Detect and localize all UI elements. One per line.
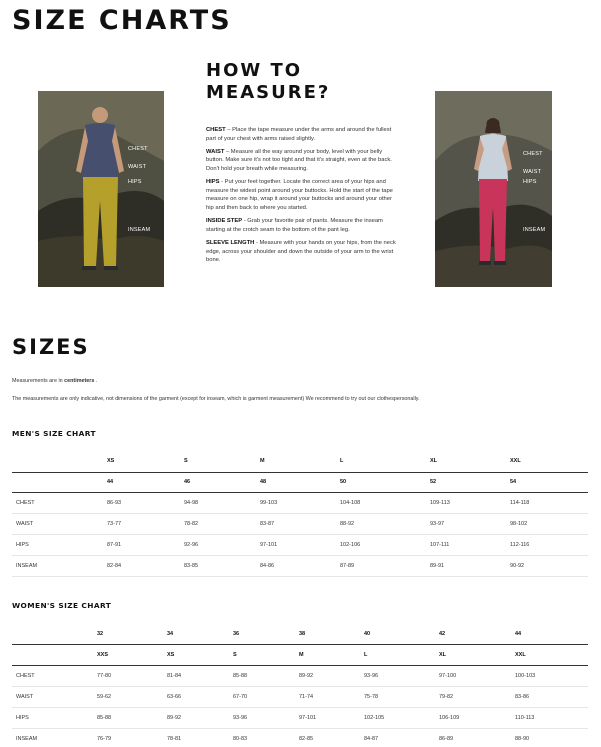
man-chest-label: CHEST	[128, 146, 148, 152]
woman-hips-label: HIPS	[523, 179, 537, 185]
value-cell: 106-109	[435, 707, 511, 728]
value-cell: 84-87	[360, 728, 435, 747]
man-hips-label: HIPS	[128, 179, 142, 185]
table-row	[12, 492, 588, 513]
mens-chart-title: MEN'S SIZE CHART	[12, 429, 96, 438]
size-cell: XL	[435, 644, 511, 665]
woman-inseam-label: INSEAM	[523, 227, 546, 233]
man-measurement-photo	[38, 91, 164, 287]
value-cell: 110-113	[511, 707, 588, 728]
value-cell: 102-105	[360, 707, 435, 728]
value-cell: 94-98	[180, 492, 256, 513]
measure-instructions	[206, 126, 396, 269]
value-cell: 76-79	[93, 728, 163, 747]
value-cell: 83-86	[511, 686, 588, 707]
instruction-inside-step: INSIDE STEP - Grab your favorite pair of pants. Measure the inseam starting at the crotch seam to the bottom of the pant leg.	[206, 218, 383, 233]
value-cell: 87-91	[103, 534, 180, 555]
value-cell: 97-101	[295, 707, 360, 728]
size-cell: 38	[299, 630, 306, 637]
value-cell: 63-66	[163, 686, 229, 707]
value-cell: 97-101	[256, 534, 336, 555]
value-cell: 89-92	[163, 707, 229, 728]
value-cell: 71-74	[295, 686, 360, 707]
disclaimer-note: The measurements are only indicative, not dimensions of the garment (except for inseam, which is garment measurement) We recommend to try out our clothespersonally.	[12, 396, 420, 402]
size-cell: 34	[167, 630, 174, 637]
size-cell: XL	[430, 457, 438, 464]
value-cell: 88-92	[336, 513, 426, 534]
size-cell: 32	[97, 630, 104, 637]
value-cell: 88-90	[511, 728, 588, 747]
value-cell: 112-116	[506, 534, 588, 555]
size-cell: 54	[506, 472, 588, 492]
value-cell: 86-93	[103, 492, 180, 513]
value-cell: 99-103	[256, 492, 336, 513]
instruction-waist: WAIST – Measure all the way around your body, level with your belly button. Make sure it's not too tight and that it's straight, even at the back. Don't hold your breath while measuring.	[206, 148, 392, 172]
size-cell: 44	[103, 472, 180, 492]
row-label: CHEST	[12, 492, 103, 513]
value-cell: 100-103	[511, 665, 588, 686]
mens-letter-size-row	[12, 450, 588, 472]
value-cell: 83-87	[256, 513, 336, 534]
value-cell: 89-91	[426, 555, 506, 576]
size-cell: 44	[515, 630, 522, 637]
size-cell: 36	[233, 630, 240, 637]
row-label: INSEAM	[12, 555, 103, 576]
value-cell: 114-118	[506, 492, 588, 513]
value-cell: 87-89	[336, 555, 426, 576]
size-cell: 50	[336, 472, 426, 492]
size-cell: S	[184, 457, 188, 464]
value-cell: 98-102	[506, 513, 588, 534]
instruction-sleeve-length: SLEEVE LENGTH - Measure with your hands on your hips, from the neck edge, across your shoulder and down the outside of your arm to the wrist bone.	[206, 239, 396, 264]
row-label: HIPS	[12, 534, 103, 555]
size-cell: 40	[364, 630, 371, 637]
size-cell: XXL	[510, 457, 521, 464]
page-title: SIZE CHARTS	[12, 5, 232, 36]
size-cell: XS	[163, 644, 229, 665]
size-cell: L	[340, 457, 344, 464]
value-cell: 77-80	[93, 665, 163, 686]
table-row	[12, 513, 588, 534]
woman-measurement-photo	[435, 91, 552, 287]
size-cell: 52	[426, 472, 506, 492]
value-cell: 104-108	[336, 492, 426, 513]
value-cell: 97-100	[435, 665, 511, 686]
woman-photo-illustration	[435, 91, 552, 287]
table-row	[12, 534, 588, 555]
value-cell: 83-85	[180, 555, 256, 576]
value-cell: 85-88	[93, 707, 163, 728]
value-cell: 102-106	[336, 534, 426, 555]
size-cell: XXS	[93, 644, 163, 665]
row-label: INSEAM	[12, 728, 93, 747]
table-row	[12, 686, 588, 707]
row-label: HIPS	[12, 707, 93, 728]
size-cell: S	[229, 644, 295, 665]
row-label: WAIST	[12, 513, 103, 534]
value-cell: 85-88	[229, 665, 295, 686]
womens-size-table	[12, 624, 588, 747]
womens-chart-title: WOMEN'S SIZE CHART	[12, 601, 112, 610]
woman-chest-label: CHEST	[523, 151, 543, 157]
value-cell: 90-92	[506, 555, 588, 576]
size-cell: XS	[107, 457, 115, 464]
row-label: WAIST	[12, 686, 93, 707]
how-to-measure-title: HOW TO MEASURE?	[206, 60, 331, 103]
value-cell: 59-62	[93, 686, 163, 707]
man-photo-illustration	[38, 91, 164, 287]
value-cell: 82-85	[295, 728, 360, 747]
value-cell: 73-77	[103, 513, 180, 534]
value-cell: 89-92	[295, 665, 360, 686]
value-cell: 78-81	[163, 728, 229, 747]
size-cell: M	[260, 457, 265, 464]
value-cell: 82-84	[103, 555, 180, 576]
value-cell: 93-97	[426, 513, 506, 534]
womens-letter-size-row	[12, 644, 588, 665]
sizes-title: SIZES	[12, 335, 90, 359]
value-cell: 75-78	[360, 686, 435, 707]
instruction-chest: CHEST – Place the tape measure under the arms and around the fullest part of your chest with arms raised slightly.	[206, 127, 392, 142]
value-cell: 67-70	[229, 686, 295, 707]
mens-size-table	[12, 450, 588, 577]
value-cell: 84-86	[256, 555, 336, 576]
size-cell: XXL	[511, 644, 588, 665]
value-cell: 107-111	[426, 534, 506, 555]
value-cell: 80-83	[229, 728, 295, 747]
mens-number-size-row	[12, 472, 588, 492]
table-row	[12, 707, 588, 728]
value-cell: 93-96	[360, 665, 435, 686]
table-row	[12, 555, 588, 576]
size-cell: 48	[256, 472, 336, 492]
woman-waist-label: WAIST	[523, 169, 542, 175]
value-cell: 93-96	[229, 707, 295, 728]
value-cell: 109-113	[426, 492, 506, 513]
table-row	[12, 665, 588, 686]
size-cell: M	[295, 644, 360, 665]
instruction-hips: HIPS - Put your feet together. Locate the correct area of your hips and measure the widest point around your buttocks. Hold the start of the tape measure on one hip, wrap it around your buttocks and around your other hip and then back to where you started.	[206, 179, 393, 211]
size-cell: L	[360, 644, 435, 665]
units-note: Measurements are in centimeters .	[12, 378, 98, 384]
value-cell: 86-89	[435, 728, 511, 747]
womens-number-size-row	[12, 624, 588, 644]
man-waist-label: WAIST	[128, 164, 147, 170]
size-cell: 42	[439, 630, 446, 637]
table-row	[12, 728, 588, 747]
size-cell: 46	[180, 472, 256, 492]
value-cell: 81-84	[163, 665, 229, 686]
value-cell: 92-96	[180, 534, 256, 555]
value-cell: 78-82	[180, 513, 256, 534]
value-cell: 79-82	[435, 686, 511, 707]
row-label: CHEST	[12, 665, 93, 686]
man-inseam-label: INSEAM	[128, 227, 151, 233]
